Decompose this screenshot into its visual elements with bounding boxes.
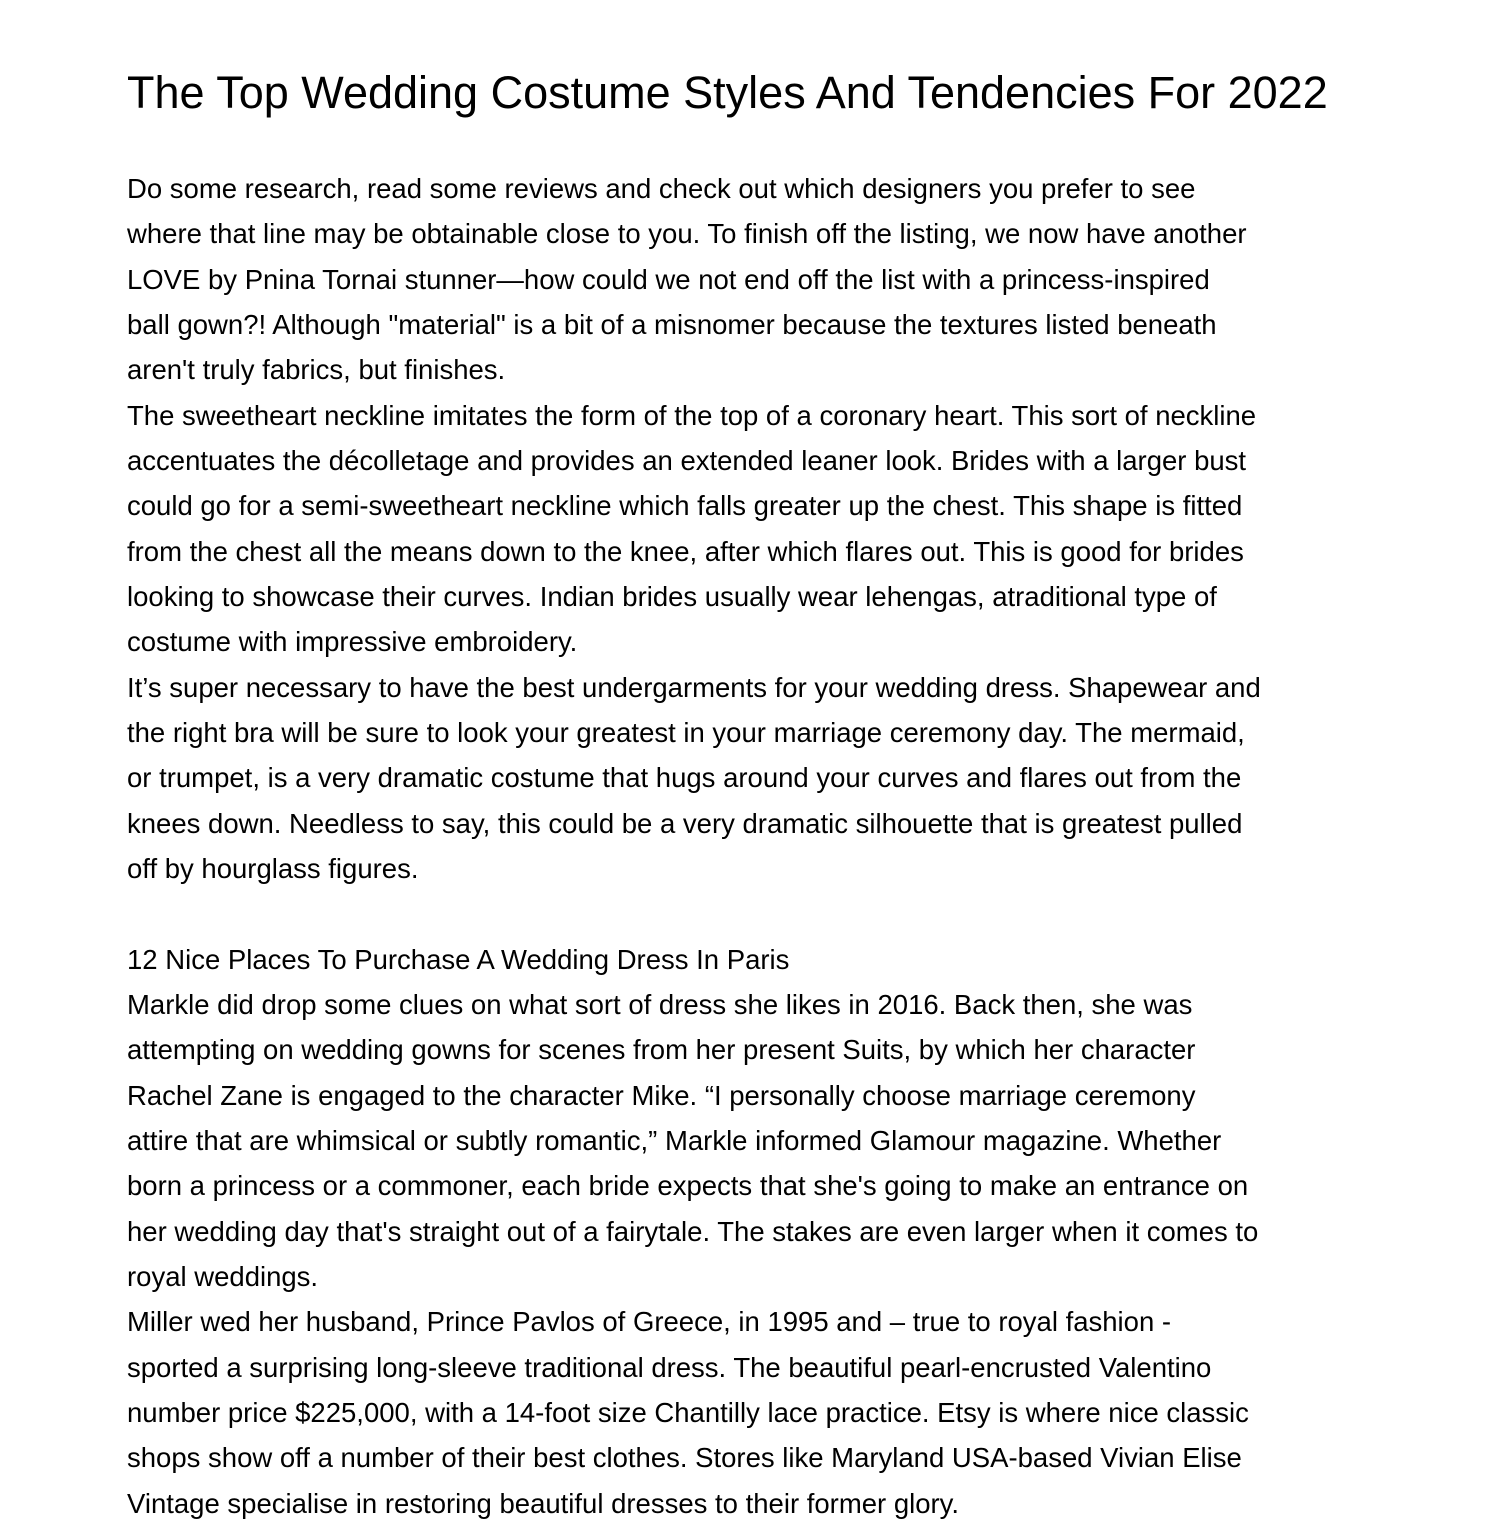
text-line: attempting on wedding gowns for scenes from her present Suits, by which her character [127,1034,1196,1066]
text-line: knees down. Needless to say, this could be a very dramatic silhouette that is greatest pulled [127,807,1243,839]
text-line: born a princess or a commoner, each bride expects that she's going to make an entrance on [127,1170,1249,1202]
text-line: Markle did drop some clues on what sort of dress she likes in 2016. Back then, she was [127,988,1193,1020]
text-line: Do some research, read some reviews and check out which designers you prefer to see [127,173,1196,204]
text-line: ball gown?! Although "material" is a bit of a misnomer because the textures listed beneath [127,308,1217,340]
text-line: aren't truly fabrics, but finishes. [127,354,506,386]
text-line: attire that are whimsical or subtly romantic,” Markle informed Glamour magazine. Whether [127,1124,1222,1156]
text-line: accentuates the décolletage and provides an extended leaner look. Brides with a larger bust [127,444,1247,476]
section-heading: 12 Nice Places To Purchase A Wedding Dress In Paris [127,943,790,975]
text-line: or trumpet, is a very dramatic costume that hugs around your curves and flares out from the [127,762,1242,794]
text-line: her wedding day that's straight out of a fairytale. The stakes are even larger when it comes to [127,1215,1259,1247]
text-line: looking to showcase their curves. Indian brides usually wear lehengas, atraditional type of [127,580,1217,612]
text-line: Rachel Zane is engaged to the character Mike. “I personally choose marriage ceremony [127,1079,1196,1111]
text-line: Vintage specialise in restoring beautiful dresses to their former glory. [127,1487,960,1519]
text-line: where that line may be obtainable close to you. To finish off the listing, we now have another [127,218,1247,250]
text-line: from the chest all the means down to the knee, after which flares out. This is good for brides [127,535,1244,567]
paragraph [127,1299,1261,1526]
text-line: The sweetheart neckline imitates the form of the top of a coronary heart. This sort of neckline [127,399,1257,431]
paragraph [127,166,1261,393]
text-line: LOVE by Pnina Tornai stunner—how could we not end off the list with a princess-inspired [127,263,1210,295]
paragraph [127,393,1261,665]
paragraph [127,982,1261,1299]
text-line: could go for a semi-sweetheart neckline which falls greater up the chest. This shape is fitted [127,490,1243,522]
text-line: royal weddings. [127,1260,319,1292]
text-line: costume with impressive embroidery. [127,626,578,658]
text-line: Miller wed her husband, Prince Pavlos of Greece, in 1995 and – true to royal fashion - [127,1306,1172,1338]
text-line: the right bra will be sure to look your greatest in your marriage ceremony day. The mermaid, [127,716,1245,748]
text-line: number price $225,000, with a 14-foot size Chantilly lace practice. Etsy is where nice classic [127,1396,1249,1428]
text-line: off by hourglass figures. [127,852,419,884]
page-title: The Top Wedding Costume Styles And Tendencies For 2022 [127,67,1328,118]
text-line: sported a surprising long-sleeve traditional dress. The beautiful pearl-encrusted Valentino [127,1351,1212,1383]
text-line: It’s super necessary to have the best undergarments for your wedding dress. Shapewear and [127,671,1261,703]
blank-line [127,891,1261,936]
paragraph [127,665,1261,892]
text-line: shops show off a number of their best clothes. Stores like Maryland USA-based Vivian Elise [127,1442,1242,1474]
document-body [127,166,1261,1526]
